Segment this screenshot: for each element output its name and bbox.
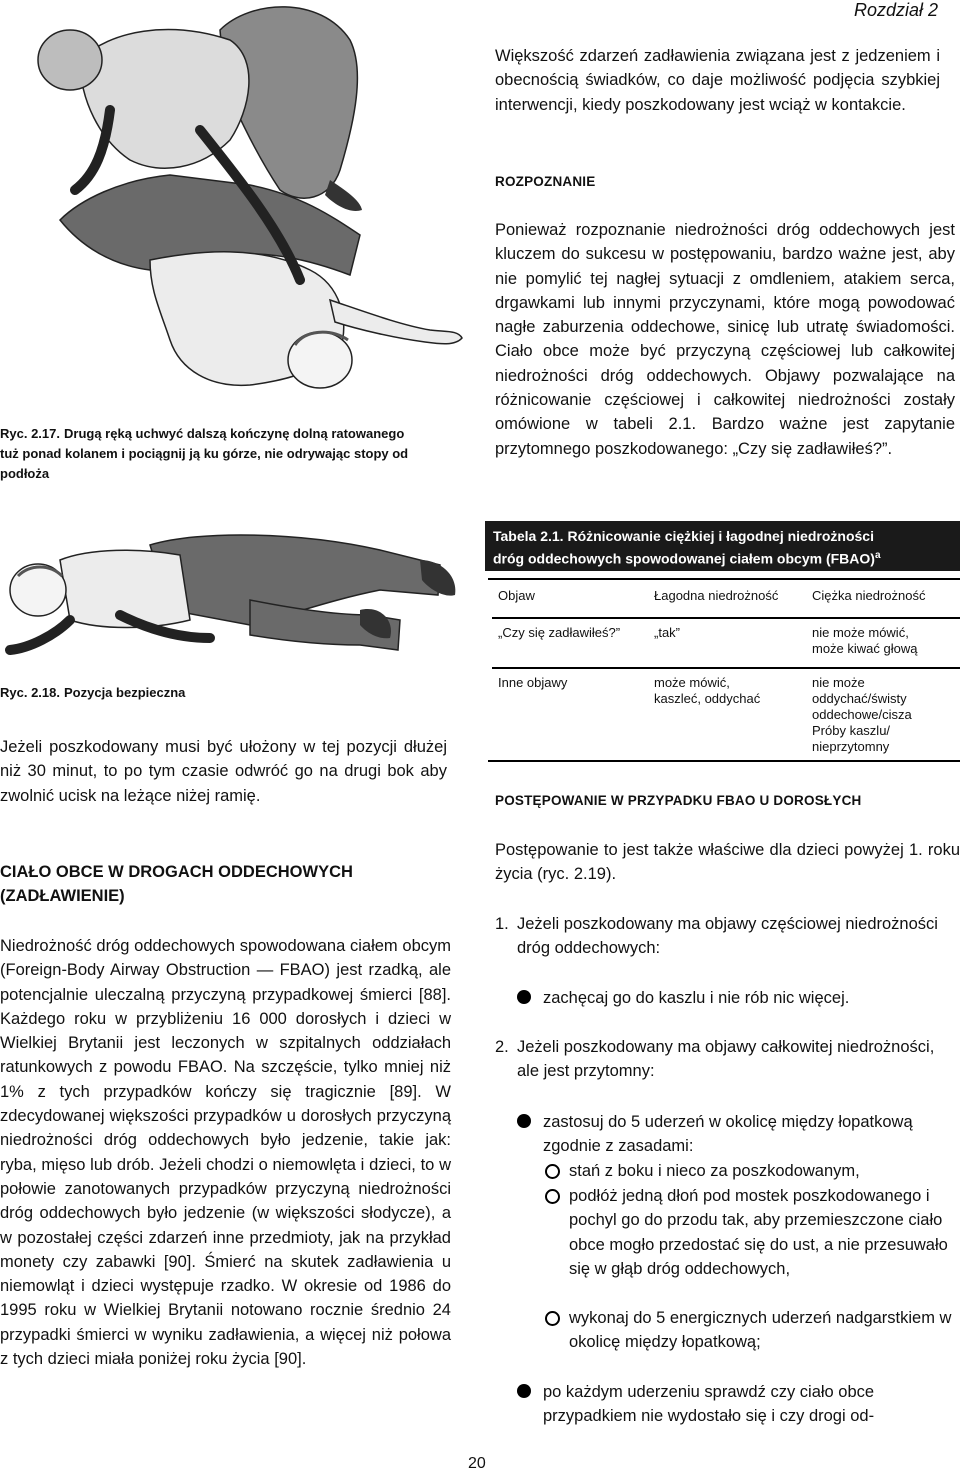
- step-2-bullet-1: [517, 1110, 937, 1159]
- table-number: Tabela 2.1.: [493, 528, 564, 544]
- table-title-line2: dróg oddechowych spowodowanej ciałem obcym (FBAO): [493, 550, 875, 567]
- table-cell: [806, 668, 960, 755]
- step-2-bullet-2: [517, 1380, 957, 1429]
- figure-number: Ryc. 2.17.: [0, 426, 60, 441]
- bullet-text: po każdym uderzeniu sprawdź czy ciało obce przypadkiem nie wydostało się i czy drogi od-: [543, 1383, 875, 1426]
- table-cell: [648, 668, 806, 755]
- chapter-header: Rozdział 2: [853, 0, 938, 20]
- step-number: 2.: [495, 1038, 509, 1056]
- figure-2-17-illustration: [0, 0, 475, 410]
- table-header-cell: Objaw: [498, 588, 535, 603]
- step-1: [495, 912, 955, 961]
- bullet-ring-icon: [545, 1311, 560, 1326]
- table-row: [492, 668, 960, 755]
- table-body: [492, 588, 960, 755]
- table-cell-line: nie może: [812, 675, 865, 690]
- sub-bullet-text: podłóż jedną dłoń pod mostek poszkodowanego i pochyl go do przodu tak, aby przemieszczone ciało obce mogło przedostać się do ust, a nie przesuwało się w głąb dróg oddechowych,: [569, 1187, 948, 1278]
- step-1-bullet: [517, 986, 957, 1010]
- table-cell: „Czy się zadławiłeś?”: [498, 625, 621, 640]
- page-number: 20: [468, 1455, 486, 1472]
- bullet-dot-icon: [517, 1114, 531, 1128]
- table-rule: [488, 578, 960, 580]
- bullet-dot-icon: [517, 1384, 531, 1398]
- adult-fbao-paragraph: Postępowanie to jest także właściwe dla dzieci powyżej 1. roku życia (ryc. 2.19).: [495, 841, 960, 884]
- fbao-section-paragraph: Niedrożność dróg oddechowych spowodowana ciałem obcym (Foreign-Body Airway Obstruction — FBAO) jest rzadką, ale potencjalnie uleczalną przyczyną przypadkowej śmierci [88]. Każdego roku w przybliżeniu 16 000 dorosłych i dzieci w Wielkiej Brytanii jest leczonych w szpitalnych oddziałach ratunkowych z powodu FBAO. Na szczęście, tylko mniej niż 1% z tych przypadków kończy się tragicznie [89]. W zdecydowanej większości przypadków u dorosłych przyczyną niedrożności dróg oddechowych było jedzenie, takie jak: ryba, mięso lub drób. Jeżeli chodzi o niemowlęta i dzieci, to w połowie zanotowanych przypadków przyczyną niedrożności dróg oddechowych było jedzenie (w większości słodycze), a w pozostałej części zdarzeń inne przedmioty, jak na przykład monety czy zabawki [90]. Śmierć na skutek zadławienia u niemowląt i dzieci występuje rzadko. W okresie od 1986 do 1995 roku w Wielkiej Brytanii notowano rocznie średnio 24 przypadki śmierci w wyniku zadławienia, a więcej niż połowa z tych dzieci miała poniżej roku życia [90].: [0, 937, 451, 1369]
- step-text: Jeżeli poszkodowany ma objawy całkowitej niedrożności, ale jest przytomny:: [517, 1038, 935, 1081]
- figure-2-18-caption: [0, 683, 185, 703]
- table-row: [492, 618, 960, 668]
- sub-bullet: [545, 1306, 955, 1355]
- table-title-line1: Różnicowanie ciężkiej i łagodnej niedrożności: [567, 528, 874, 544]
- table-cell: [806, 618, 960, 668]
- bullet-text: zastosuj do 5 uderzeń w okolicę między łopatkową zgodnie z zasadami:: [543, 1113, 913, 1156]
- recognition-heading: ROZPOZNANIE: [495, 174, 596, 189]
- sub-bullet: [545, 1184, 955, 1281]
- fbao-table: [492, 588, 960, 755]
- table-header-cell: Ciężka niedrożność: [812, 588, 926, 603]
- sub-bullet-text: wykonaj do 5 energicznych uderzeń nadgarstkiem w okolicę między łopatkową;: [569, 1309, 952, 1352]
- table-title-footnote: a: [874, 550, 881, 561]
- intro-paragraph: Większość zdarzeń zadławienia związana jest z jedzeniem i obecnością świadków, co daje możliwość podjęcia szybkiej interwencji, kiedy poszkodowany jest wciąż w kontakcie.: [495, 47, 940, 114]
- table-cell-line: nie może mówić,: [812, 625, 909, 640]
- table-cell-line: oddechowe/cisza: [812, 707, 912, 722]
- table-cell-line: może mówić,: [654, 675, 730, 690]
- figure-2-17-caption: [0, 424, 410, 484]
- table-cell-line: oddychać/świsty: [812, 691, 907, 706]
- figure-2-18-illustration: [0, 520, 475, 670]
- figure-caption-text: Drugą ręką uchwyć dalszą kończynę dolną ratowanego tuż ponad kolanem i pociągnij ją ku górze, nie odrywając stopy od podłoża: [0, 426, 409, 481]
- adult-fbao-heading: POSTĘPOWANIE W PRZYPADKU FBAO U DOROSŁYCH: [495, 793, 862, 808]
- table-cell-line: nieprzytomny: [812, 739, 890, 754]
- table-header-cell: Łagodna niedrożność: [654, 588, 779, 603]
- bullet-ring-icon: [545, 1189, 560, 1204]
- table-bottom-rule: [488, 760, 960, 762]
- table-cell-line: może kiwać głową: [812, 641, 918, 656]
- figure-caption-text: Pozycja bezpieczna: [64, 685, 186, 700]
- table-cell: Inne objawy: [498, 675, 568, 690]
- sub-bullet: [545, 1159, 955, 1183]
- table-header-row: [492, 588, 960, 618]
- table-title: [485, 521, 960, 571]
- step-text: Jeżeli poszkodowany ma objawy częściowej niedrożności dróg oddechowych:: [517, 915, 938, 958]
- table-cell: „tak”: [654, 625, 680, 640]
- figure-number: Ryc. 2.18.: [0, 685, 60, 700]
- bullet-text: zachęcaj go do kaszlu i nie rób nic więcej.: [543, 989, 850, 1007]
- bullet-ring-icon: [545, 1164, 560, 1179]
- step-2: [495, 1035, 955, 1084]
- bullet-dot-icon: [517, 990, 531, 1004]
- table-cell-line: kaszleć, oddychać: [654, 691, 761, 706]
- recovery-position-paragraph: Jeżeli poszkodowany musi być ułożony w tej pozycji dłużej niż 30 minut, to po tym czasie odwróć go na drugi bok aby zwolnić ucisk na leżące niżej ramię.: [0, 738, 447, 805]
- step-number: 1.: [495, 915, 509, 933]
- recognition-paragraph: Ponieważ rozpoznanie niedrożności dróg oddechowych jest kluczem do sukcesu w postępowaniu, bardzo ważne jest, aby nie pomylić tej nagłej sytuacji z omdleniem, atakiem serca, drgawkami lub innymi przyczynami, które mogą powodować nagłe zaburzenia oddechowe, sinicę lub utratę świadomości. Ciało obce może być przyczyną częściowej lub całkowitej niedrożności dróg oddechowych. Objawy pozwalające na różnicowanie częściowej i całkowitej niedrożności zostały omówione w tabeli 2.1. Bardzo ważne jest zapytanie przytomnego poszkodowanego: „Czy się zadławiłeś?”.: [495, 221, 955, 458]
- section-heading: CIAŁO OBCE W DROGACH ODDECHOWYCH (ZADŁAWIENIE): [0, 863, 353, 905]
- table-cell-line: Próby kaszlu/: [812, 723, 891, 738]
- sub-bullet-text: stań z boku i nieco za poszkodowanym,: [569, 1162, 860, 1180]
